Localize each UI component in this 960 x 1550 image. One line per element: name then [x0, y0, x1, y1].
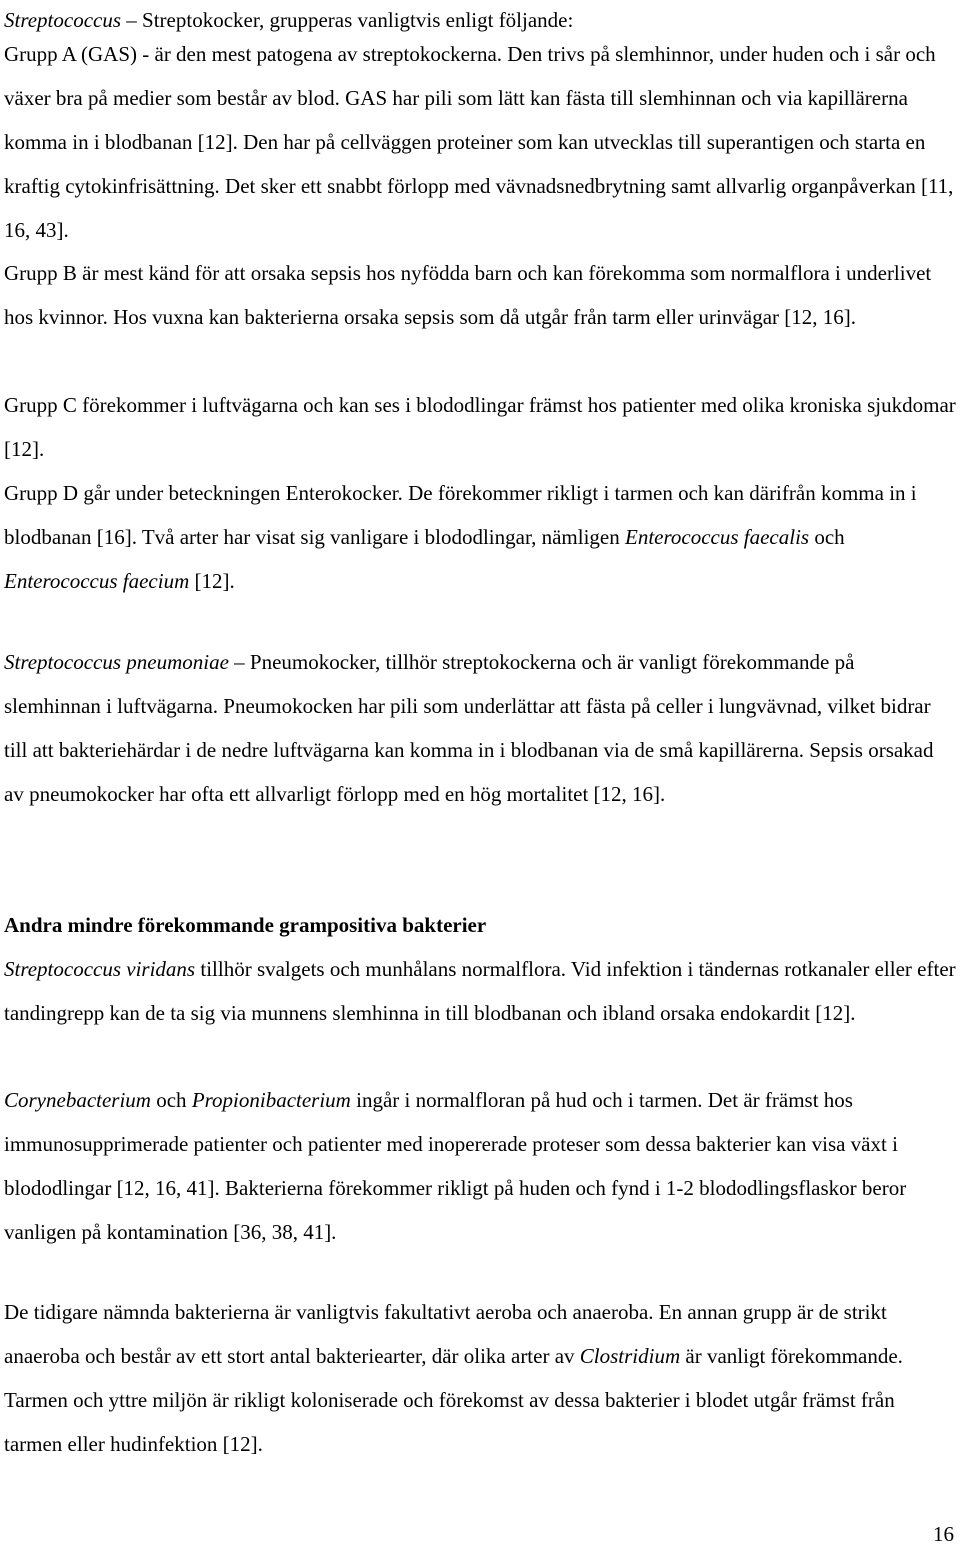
text-run: tillhör svalgets och munhålans normalflora. Vid infektion i tändernas rotkanaler eller efter tandingrepp kan de ta sig via munnens slemhinna in till blodbanan och ibland orsaka endokardit [12]. — [4, 957, 956, 1025]
grupp-a-paragraph — [4, 32, 956, 252]
text-run: [12]. — [189, 569, 235, 593]
viridans-paragraph — [4, 947, 956, 1035]
italic-term: Corynebacterium — [4, 1088, 151, 1112]
text-run: – Streptokocker, grupperas vanligtvis enligt följande: — [121, 8, 574, 32]
italic-term: Streptococcus viridans — [4, 957, 196, 981]
italic-term: Enterococcus faecalis — [625, 525, 810, 549]
grupp-d-paragraph — [4, 471, 956, 603]
grupp-c-paragraph — [4, 383, 956, 471]
text-run: Grupp C förekommer i luftvägarna och kan ses i blododlingar främst hos patienter med olika kroniska sjukdomar [12]. — [4, 393, 956, 461]
text-run: – Pneumokocker, tillhör streptokockerna och är vanligt förekommande på slemhinnan i luftvägarna. Pneumokocken har pili som underlättar att fästa på celler i lungvävnad, vilket bidrar till att bakteriehärdar i de nedre luftvägarna kan komma in i blodbanan via de små kapillärerna. Sepsis orsakad av pneumokocker har ofta ett allvarligt förlopp med en hög mortalitet [12, 16]. — [4, 650, 934, 806]
italic-term: Streptococcus — [4, 8, 122, 32]
italic-term: Streptococcus pneumoniae — [4, 650, 229, 674]
text-run: och — [150, 1088, 192, 1112]
text-run: och — [809, 525, 845, 549]
italic-term: Clostridium — [579, 1344, 681, 1368]
text-run: Grupp B är mest känd för att orsaka sepsis hos nyfödda barn och kan förekomma som normalflora i underlivet hos kvinnor. Hos vuxna kan bakterierna orsaka sepsis som då utgår från tarm eller urinvägar [12, 16]. — [4, 261, 932, 329]
text-run: ingår i normalfloran på hud och i tarmen. Det är främst hos immunosupprimerade patienter och patienter med inopererade proteser som dessa bakterier kan visa växt i blododlingar [12, 16, 41]. Bakterierna förekommer rikligt på huden och fynd i 1-2 blododlingsflaskor beror vanligen på kontamination [36, 38, 41]. — [4, 1088, 907, 1244]
text-run: Grupp A (GAS) - är den mest patogena av streptokockerna. Den trivs på slemhinnor, under huden och i sår och växer bra på medier som består av blod. GAS har pili som lätt kan fästa till slemhinnan och via kapillärerna komma in i blodbanan [12]. Den har på cellväggen proteiner som kan utvecklas till superantigen och starta en kraftig cytokinfrisättning. Det sker ett snabbt förlopp med vävnadsnedbrytning samt allvarlig organpåverkan [11, 16, 43]. — [4, 42, 954, 242]
pneumo-paragraph — [4, 640, 956, 816]
section-heading: Andra mindre förekommande grampositiva bakterier — [4, 913, 487, 937]
page-number: 16 — [933, 1522, 954, 1546]
grupp-b-paragraph — [4, 251, 956, 339]
text-run: De tidigare nämnda bakterierna är vanligtvis fakultativt aeroba och anaeroba. En annan grupp är de strikt anaeroba och består av ett stort antal bakteriearter, där olika arter av — [4, 1300, 887, 1368]
coryne-paragraph — [4, 1078, 956, 1254]
italic-term: Propionibacterium — [191, 1088, 351, 1112]
italic-term: Enterococcus faecium — [4, 569, 190, 593]
text-run: Grupp D går under beteckningen Enterokocker. De förekommer rikligt i tarmen och kan därifrån komma in i blodbanan [16]. Två arter har visat sig vanligare i blododlingar, nämligen — [4, 481, 917, 549]
anaerob-paragraph — [4, 1290, 956, 1466]
text-run: är vanligt förekommande. Tarmen och yttre miljön är rikligt koloniserade och förekomst av dessa bakterier i blodet utgår främst från tarmen eller hudinfektion [12]. — [4, 1344, 903, 1456]
